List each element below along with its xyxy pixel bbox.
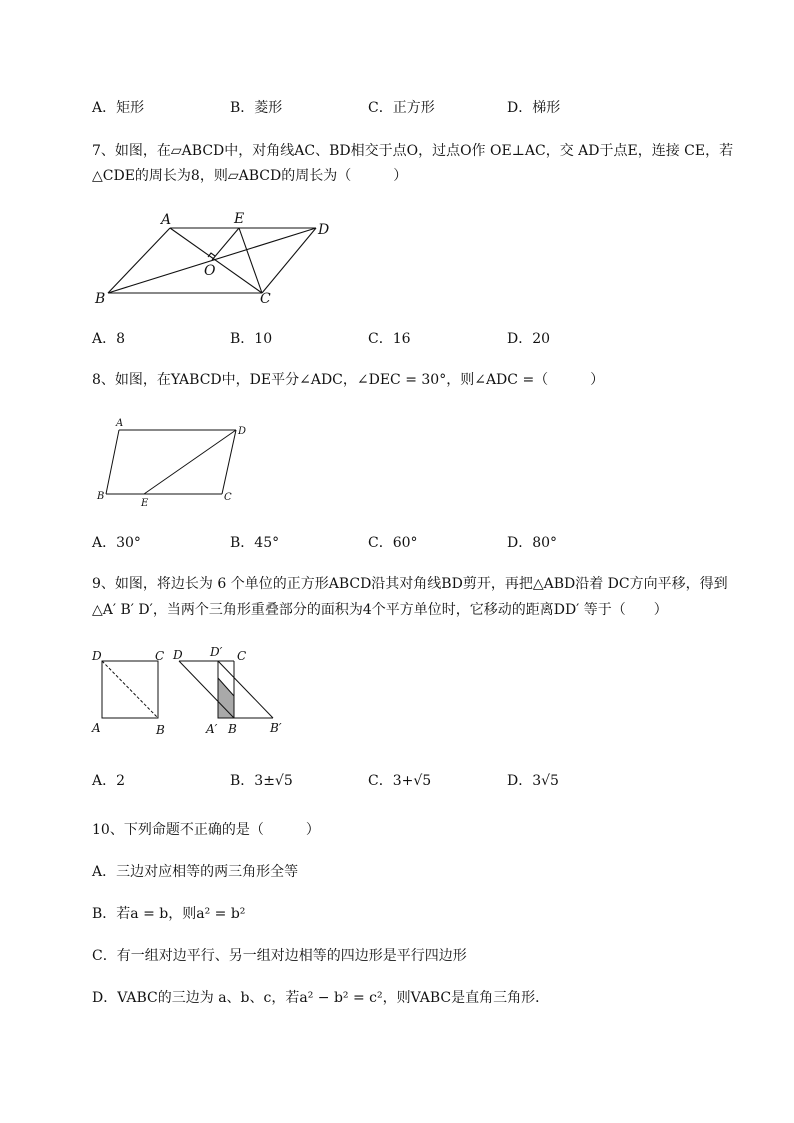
q7-label-d: D — [318, 222, 330, 238]
q9-label-b-right: B — [228, 722, 237, 736]
q8-option-b: B．45° — [230, 535, 280, 551]
q7-label-c: C — [260, 291, 271, 307]
q7-stem-line1: 7、如图，在▱ABCD中，对角线AC、BD相交于点O，过点O作 OE⊥AC，交 AD于点E，连接 CE，若 — [92, 143, 734, 159]
q7-label-a: A — [161, 212, 172, 228]
q10-option-a: A．三边对应相等的两三角形全等 — [92, 864, 299, 880]
q10-option-b: B．若a = b，则a² = b² — [92, 906, 246, 922]
q9-label-d-prime: D′ — [210, 645, 223, 659]
q6-option-d: D．梯形 — [507, 100, 561, 116]
q10-option-c: C．有一组对边平行、另一组对边相等的四边形是平行四边形 — [92, 948, 467, 964]
q9-diagonal-bd-dashed — [102, 661, 158, 718]
q9-label-a: A — [92, 721, 101, 735]
q9-option-c: C．3+√5 — [368, 773, 432, 789]
q9-label-d: D — [92, 649, 102, 663]
q8-option-d: D．80° — [507, 535, 558, 551]
q9-stem-line2: △A′ B′ D′，当两个三角形重叠部分的面积为4个平方单位时，它移动的距离DD′ 等于（ ） — [92, 602, 668, 618]
q9-label-b-prime: B′ — [270, 721, 282, 735]
q6-option-c: C．正方形 — [368, 100, 435, 116]
q6-option-a: A．矩形 — [92, 100, 145, 116]
q6-option-b: B．菱形 — [230, 100, 283, 116]
q7-option-a: A．8 — [92, 331, 126, 347]
q8-side-ab — [106, 430, 119, 494]
q7-label-b: B — [95, 291, 106, 307]
q9-label-a-prime: A′ — [206, 722, 218, 736]
q7-side-cd — [262, 228, 316, 293]
q8-label-c: C — [224, 492, 232, 503]
q8-figure — [92, 414, 262, 514]
q7-diagonal-ac — [170, 228, 262, 293]
q10-stem: 10、下列命题不正确的是（ ） — [92, 822, 320, 838]
q9-label-b: B — [156, 723, 165, 737]
q9-label-c: C — [155, 649, 165, 663]
q10-option-d: D．VABC的三边为 a、b、c，若a² − b² = c²，则VABC是直角三角形． — [92, 990, 550, 1006]
q9-option-d: D．3√5 — [507, 773, 559, 789]
q7-option-b: B．10 — [230, 331, 273, 347]
q7-option-c: C．16 — [368, 331, 411, 347]
q7-figure — [90, 206, 340, 310]
q7-label-o: O — [204, 263, 216, 279]
q7-label-e: E — [234, 211, 245, 227]
q9-option-a: A．2 — [92, 773, 126, 789]
q8-side-cd — [222, 430, 236, 494]
q7-stem-line2: △CDE的周长为8，则▱ABCD的周长为（ ） — [92, 168, 408, 184]
q8-label-a: A — [116, 418, 124, 429]
q9-label-d-translated: D — [173, 648, 183, 662]
q8-segment-de — [144, 430, 236, 494]
q9-option-b: B．3±√5 — [230, 773, 293, 789]
q9-label-c-right: C — [237, 649, 247, 663]
q7-option-d: D．20 — [507, 331, 551, 347]
q7-segment-oe — [212, 228, 239, 260]
q9-figure — [88, 644, 298, 740]
q8-stem: 8、如图，在YABCD中，DE平分∠ADC，∠DEC = 30°，则∠ADC =（ ） — [92, 372, 605, 388]
q8-option-a: A．30° — [92, 535, 141, 551]
q9-overlap-shaded — [218, 678, 234, 718]
q7-right-angle-mark — [208, 253, 215, 257]
q8-option-c: C．60° — [368, 535, 418, 551]
q8-label-e: E — [141, 498, 149, 509]
q9-stem-line1: 9、如图，将边长为 6 个单位的正方形ABCD沿其对角线BD剪开，再把△ABD沿着 DC方向平移，得到 — [92, 576, 728, 592]
q8-label-b: B — [97, 491, 105, 502]
q8-label-d: D — [238, 426, 247, 437]
q7-segment-ce — [239, 228, 262, 293]
